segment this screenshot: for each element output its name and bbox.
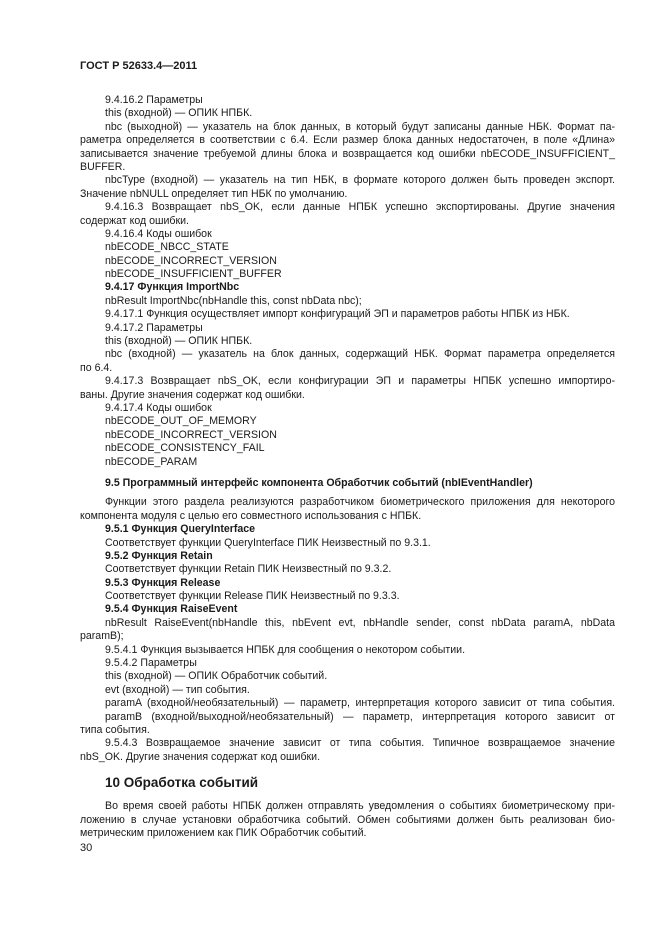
text-line: nbc (входной) — указатель на блок данных, содержащий НБК. Формат параметра определяется bbox=[105, 348, 615, 361]
text-line: 9.5.4.2 Параметры bbox=[105, 657, 197, 670]
text-line: paramA (входной/необязательный) — параметр, интерпретация которого зависит от типа события. bbox=[105, 697, 615, 710]
text-line: nbECODE_INSUFFICIENT_BUFFER bbox=[105, 268, 282, 281]
document-body bbox=[0, 94, 661, 840]
text-line: ложению в случае установки обработчика событий. Обмен событиями должен быть реализован био- bbox=[80, 813, 615, 826]
text-line: BUFFER. bbox=[80, 160, 126, 173]
text-line: 9.4.17.4 Коды ошибок bbox=[105, 401, 212, 414]
text-line: this (входной) — ОПИК НПБК. bbox=[105, 335, 253, 348]
text-line: 9.5.4.3 Возвращаемое значение зависит от типа события. Типичное возвращаемое значение bbox=[105, 737, 615, 750]
text-line: типа события. bbox=[80, 723, 150, 736]
subsection-heading: 9.5 Программный интерфейс компонента Обработчик событий (nbIEventHandler) bbox=[105, 476, 533, 489]
text-line: nbECODE_NBCC_STATE bbox=[105, 241, 229, 254]
text-line: 9.4.17.3 Возвращает nbS_OK, если конфигурации ЭП и параметры НПБК успешно импортиро- bbox=[105, 375, 615, 388]
subsection-heading: 9.5.1 Функция QueryInterface bbox=[105, 523, 256, 536]
text-line: 9.5.4.1 Функция вызывается НПБК для сообщения о некотором событии. bbox=[105, 643, 466, 656]
text-line: nbResult RaiseEvent(nbHandle this, nbEvent evt, nbHandle sender, const nbData paramA, nbData bbox=[105, 616, 615, 629]
text-line: nbECODE_PARAM bbox=[105, 455, 198, 468]
text-line: Соответствует функции Release ПИК Неизвестный по 9.3.3. bbox=[105, 590, 400, 603]
text-line: записывается значение требуемой длины блока и возвращается код ошибки nbECODE_INSUFFICIENT_ bbox=[80, 147, 615, 160]
text-line: Во время своей работы НПБК должен отправлять уведомления о событиях биометрическому при- bbox=[105, 800, 615, 813]
subsection-heading: 9.5.2 Функция Retain bbox=[105, 549, 213, 562]
document-header: ГОСТ Р 52633.4—2011 bbox=[80, 60, 198, 72]
text-line: Соответствует функции QueryInterface ПИК Неизвестный по 9.3.1. bbox=[105, 536, 431, 549]
text-line: Соответствует функции Retain ПИК Неизвестный по 9.3.2. bbox=[105, 563, 392, 576]
text-line: метрическим приложением как ПИК Обработчик событий. bbox=[80, 826, 367, 839]
section-heading: 10 Обработка событий bbox=[105, 775, 259, 791]
text-line: this (входной) — ОПИК Обработчик событий. bbox=[105, 670, 328, 683]
text-line: nbECODE_INCORRECT_VERSION bbox=[105, 254, 277, 267]
text-line: раметра определяется в соответствии с 6.4. Если размер блока данных недостаточен, в поле «Длина» bbox=[80, 134, 615, 147]
subsection-heading: 9.5.4 Функция RaiseEvent bbox=[105, 603, 238, 616]
subsection-heading: 9.4.17 Функция ImportNbc bbox=[105, 281, 240, 294]
text-line: nbECODE_INCORRECT_VERSION bbox=[105, 428, 277, 441]
text-line: nbS_OK. Другие значения содержат код ошибки. bbox=[80, 750, 321, 763]
text-line: Значение nbNULL определяет тип НБК по умолчанию. bbox=[80, 187, 348, 200]
text-line: 9.4.16.3 Возвращает nbS_OK, если данные НПБК успешно экспортированы. Другие значения bbox=[105, 201, 615, 214]
text-line: nbcType (входной) — указатель на тип НБК, в формате которого должен быть проведен экспорт. bbox=[105, 174, 615, 187]
text-line: 9.4.16.4 Коды ошибок bbox=[105, 227, 212, 240]
text-line: по 6.4. bbox=[80, 361, 113, 374]
text-line: evt (входной) — тип события. bbox=[105, 683, 250, 696]
subsection-heading: 9.5.3 Функция Release bbox=[105, 576, 221, 589]
text-line: nbResult ImportNbc(nbHandle this, const nbData nbc); bbox=[105, 294, 362, 307]
text-line: this (входной) — ОПИК НПБК. bbox=[105, 107, 253, 120]
text-line: компонента модуля с целью его совместного использования с НПБК. bbox=[80, 509, 422, 522]
spacer bbox=[0, 764, 661, 772]
text-line: Функции этого раздела реализуются разработчиком биометрического приложения для некоторого bbox=[105, 496, 615, 509]
text-line: nbECODE_OUT_OF_MEMORY bbox=[105, 415, 257, 428]
text-line: 9.4.17.2 Параметры bbox=[105, 321, 203, 334]
text-line: paramB); bbox=[80, 630, 124, 643]
text-line: 9.4.17.1 Функция осуществляет импорт конфигураций ЭП и параметров работы НПБК из НБК. bbox=[105, 308, 570, 321]
text-line: nbc (выходной) — указатель на блок данных, в который будут записаны данные НБК. Формат па- bbox=[105, 120, 615, 133]
text-line: содержат код ошибки. bbox=[80, 214, 189, 227]
text-line: 9.4.16.2 Параметры bbox=[105, 94, 203, 106]
text-line: nbECODE_CONSISTENCY_FAIL bbox=[105, 442, 265, 455]
spacer bbox=[0, 469, 661, 477]
page-number: 30 bbox=[80, 842, 93, 854]
text-line: paramB (входной/выходной/необязательный) — параметр, интерпретация которого зависит от bbox=[105, 710, 615, 723]
text-line: ваны. Другие значения содержат код ошибки. bbox=[80, 388, 305, 401]
